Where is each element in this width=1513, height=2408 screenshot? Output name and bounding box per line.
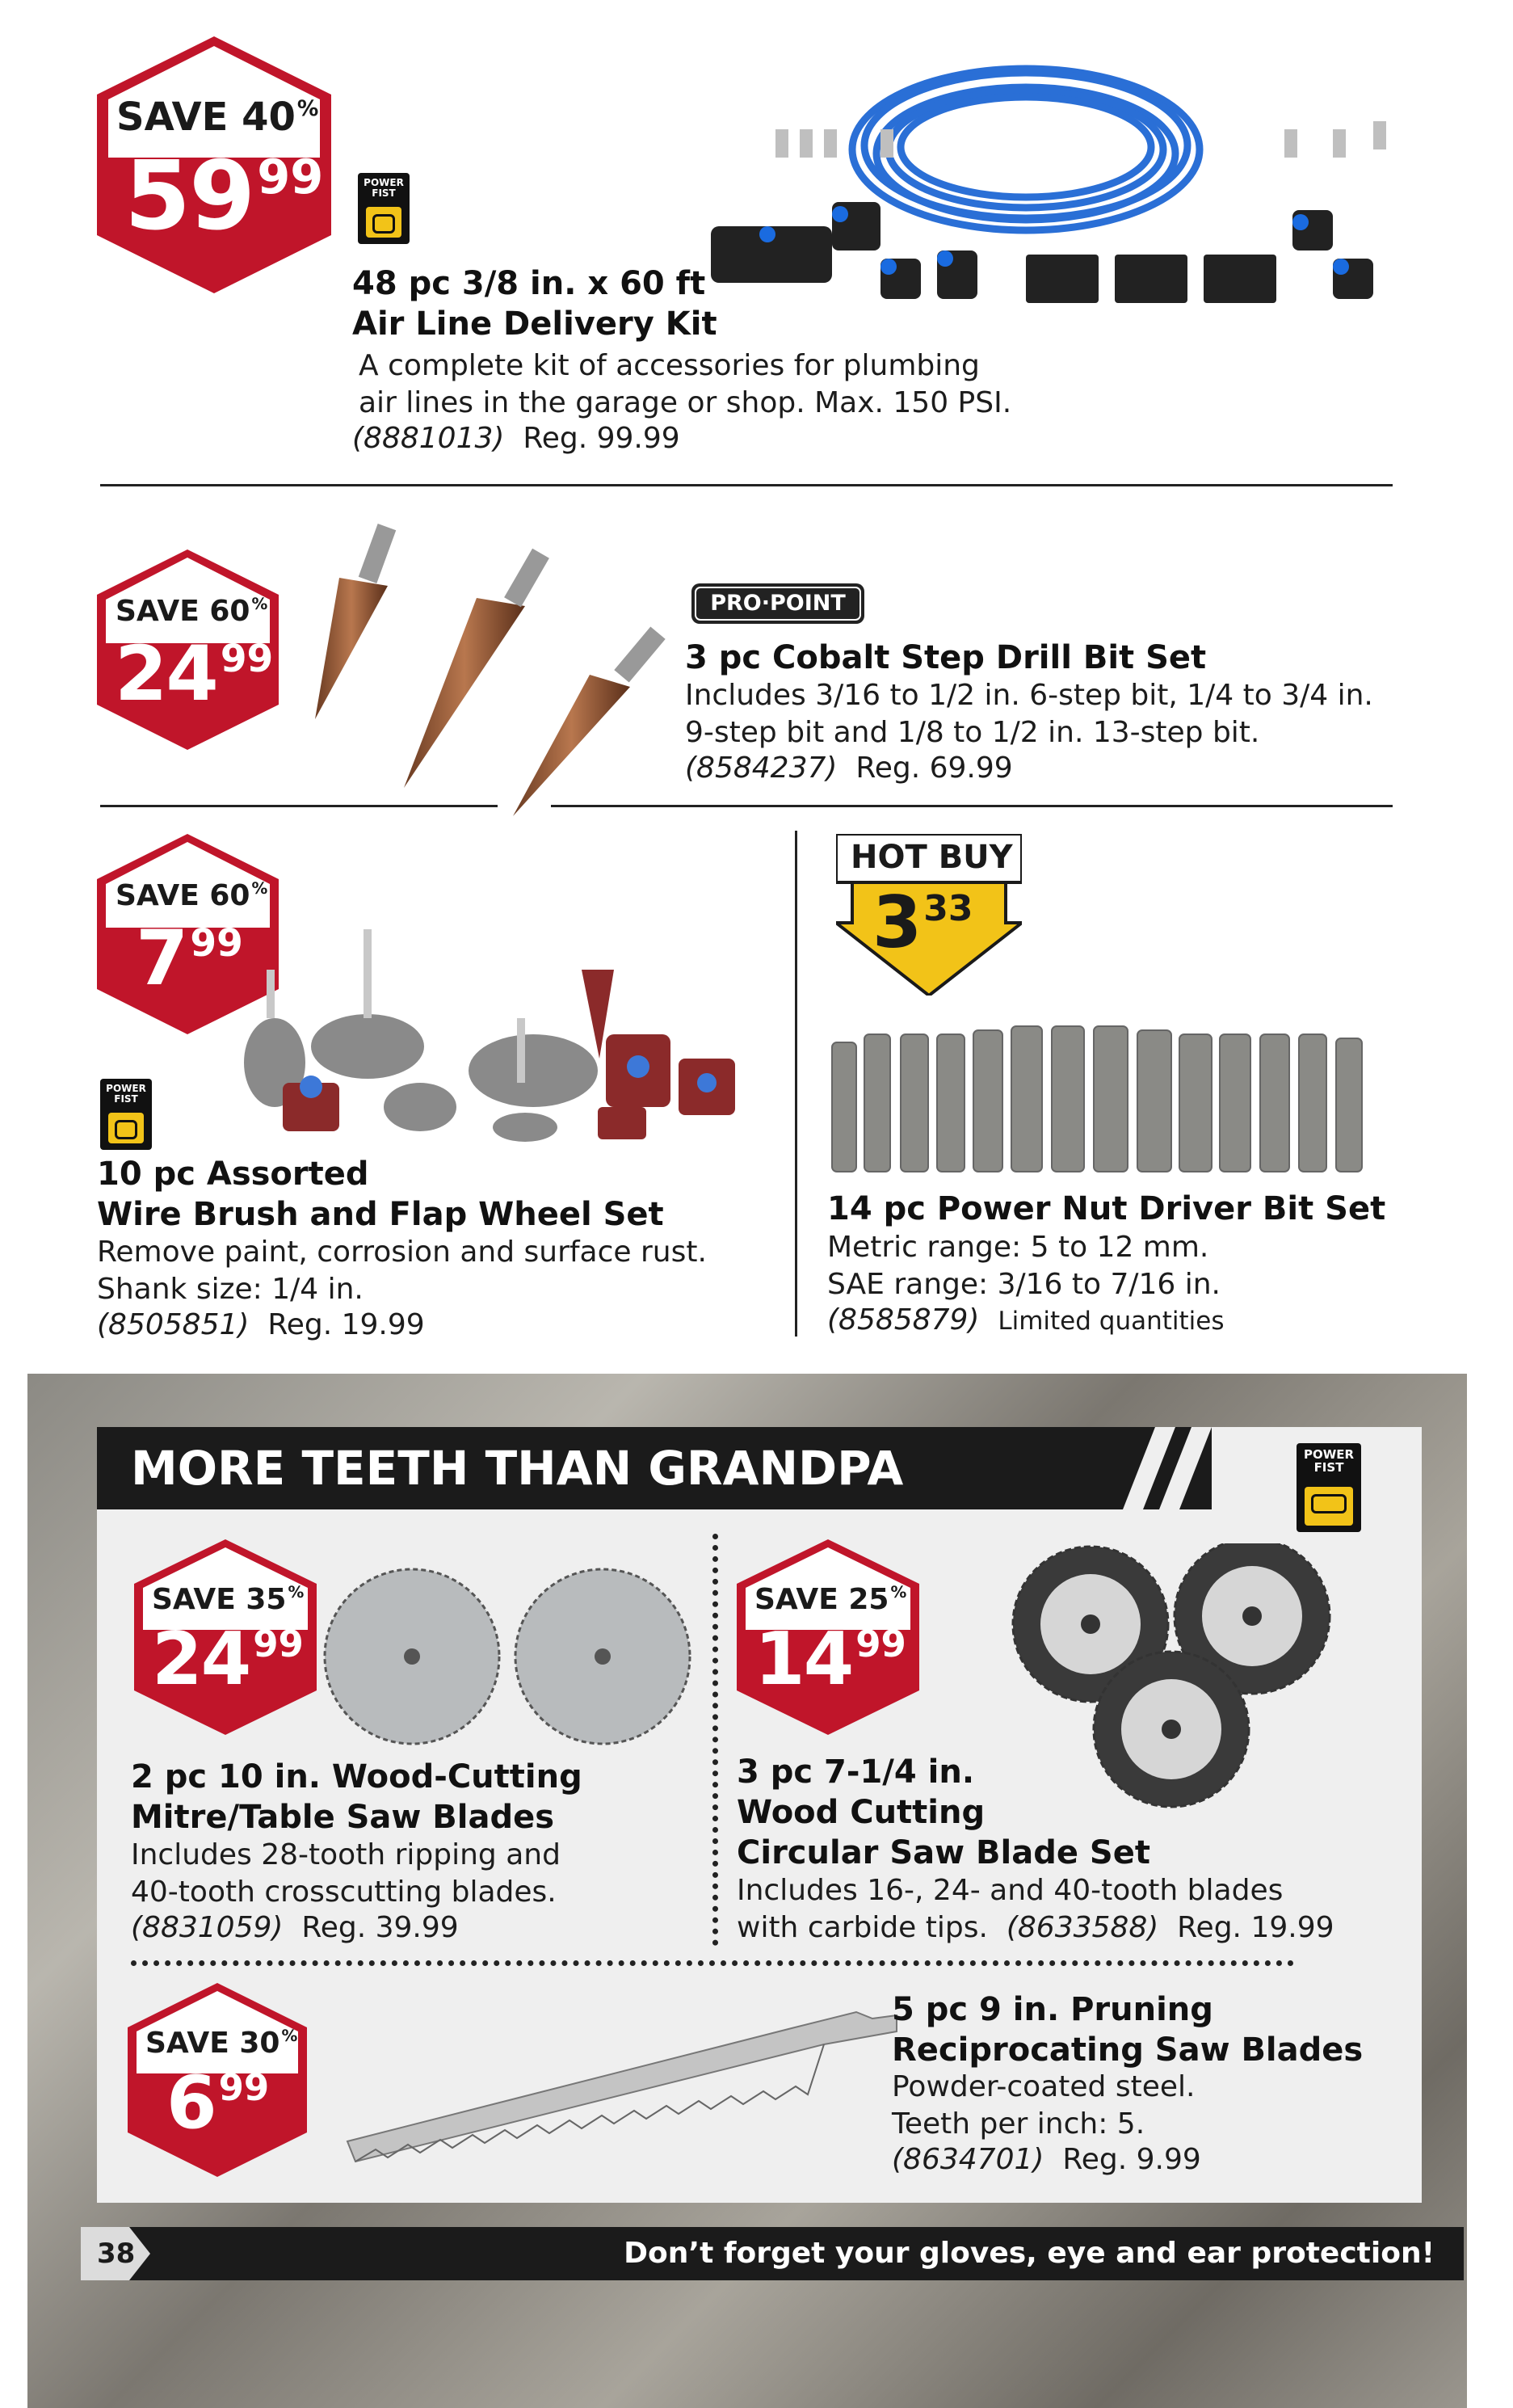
banner-stripes-icon — [1099, 1427, 1212, 1509]
product-title: 48 pc 3/8 in. x 60 ft Air Line Delivery Kit — [352, 265, 717, 343]
product-code-price: (8584237) Reg. 69.99 — [685, 751, 1013, 785]
product-description: Includes 28-tooth ripping and 40-tooth crosscutting blades. — [131, 1838, 561, 1909]
save-percent-text: SAVE 25 % — [754, 1583, 907, 1616]
product-description: A complete kit of accessories for plumbing air lines in the garage or shop. Max. 150 PSI. — [359, 349, 1012, 419]
dotted-divider — [712, 1534, 718, 1946]
product-description: Powder-coated steel. Teeth per inch: 5. — [892, 2070, 1196, 2141]
sale-price: $14^{99}$ — [754, 1617, 906, 1702]
safety-message: Don’t forget your gloves, eye and ear protection! — [624, 2237, 1435, 2270]
sale-price: $6^{99}$ — [166, 2061, 270, 2145]
product-title: 2 pc 10 in. Wood-Cutting Mitre/Table Saw Blades — [131, 1758, 582, 1836]
product-description: Includes 16-, 24- and 40-tooth blades with carbide tips. (8633588) Reg. 19.99 — [737, 1874, 1334, 1944]
product-title: 5 pc 9 in. Pruning Reciprocating Saw Blades — [892, 1991, 1364, 2069]
save-percent-text: SAVE 40% — [116, 95, 319, 140]
divider — [100, 484, 1393, 486]
divider — [551, 805, 1393, 807]
product-code-note: (8585879) Limited quantities — [827, 1303, 1225, 1337]
product-title: 3 pc Cobalt Step Drill Bit Set — [685, 639, 1207, 676]
save-percent-text: SAVE 35 % — [152, 1583, 305, 1616]
step-drill-bits-image — [291, 509, 679, 816]
pro-point-logo: PRO·POINT — [691, 583, 864, 624]
product-code-price: (8634701) Reg. 9.99 — [892, 2143, 1201, 2176]
wire-brush-set-image — [226, 921, 775, 1147]
table-saw-blades-image — [322, 1566, 693, 1752]
product-description: Includes 3/16 to 1/2 in. 6-step bit, 1/4 to 3/4 in. 9-step bit and 1/8 to 1/2 in. 13-step bit. — [685, 679, 1373, 749]
sale-price: $3^{33}$ — [872, 881, 973, 964]
save-percent-text: SAVE 30 % — [145, 2027, 298, 2060]
air-line-kit-image — [695, 48, 1406, 323]
save-badge — [134, 1539, 317, 1735]
product-description: Remove paint, corrosion and surface rust. Shank size: 1/4 in. — [97, 1236, 707, 1306]
product-title: 3 pc 7-1/4 in. Wood Cutting Circular Saw Blade Set — [737, 1753, 1150, 1871]
divider-vertical — [795, 831, 797, 1337]
divider — [100, 805, 498, 807]
pruning-saw-blade-image — [339, 1996, 905, 2166]
nut-driver-bits-image — [824, 1018, 1406, 1180]
save-percent-text: SAVE 60 % — [116, 595, 268, 628]
page-number: 38 — [97, 2238, 136, 2270]
save-badge — [97, 549, 279, 750]
hot-buy-badge — [836, 834, 1022, 996]
section-title: MORE TEETH THAN GRANDPA — [131, 1441, 904, 1496]
product-code-price: (8505851) Reg. 19.99 — [97, 1308, 425, 1341]
product-description: Metric range: 5 to 12 mm. SAE range: 3/16 to 7/16 in. — [827, 1231, 1221, 1301]
save-badge — [128, 1983, 307, 2177]
power-fist-logo: POWER FIST — [100, 1079, 152, 1150]
section-banner — [97, 1427, 1212, 1509]
save-badge — [97, 36, 331, 293]
sale-price: $7^{99}$ — [136, 915, 243, 1003]
dotted-divider — [131, 1960, 1294, 1966]
product-title: 14 pc Power Nut Driver Bit Set — [827, 1190, 1386, 1227]
sale-price: $59^{99}$ — [124, 140, 324, 251]
sale-price: $24^{99}$ — [115, 630, 274, 718]
product-title: 10 pc Assorted Wire Brush and Flap Wheel Set — [97, 1156, 664, 1233]
product-code-price: (8831059) Reg. 39.99 — [131, 1911, 459, 1944]
footer-bar — [81, 2227, 1464, 2280]
power-fist-logo: POWER FIST — [358, 173, 410, 244]
hot-buy-label: HOT BUY — [851, 839, 1013, 876]
save-percent-text: SAVE 60 % — [116, 879, 268, 912]
power-fist-logo: POWER FIST — [1297, 1443, 1361, 1532]
save-badge — [737, 1539, 919, 1735]
product-code-price: (8881013) Reg. 99.99 — [352, 422, 680, 455]
sale-price: $24^{99}$ — [152, 1617, 304, 1702]
